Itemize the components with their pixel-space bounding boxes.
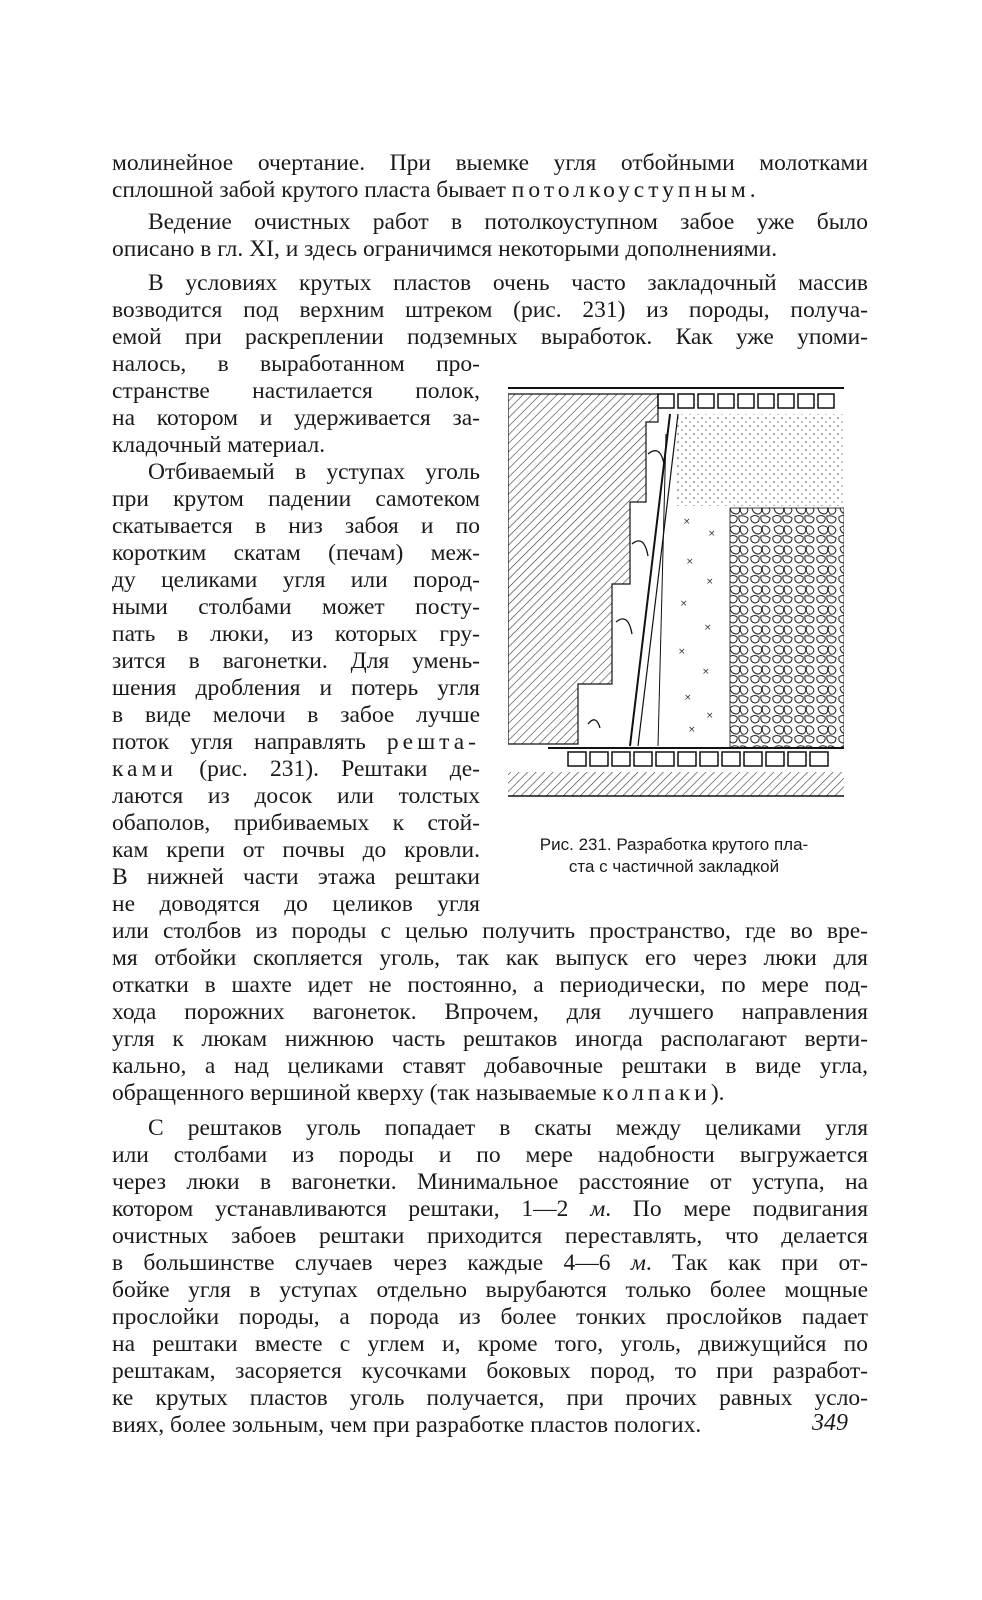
text-line: или столбов из породы с целью получить пространство, где во вре-: [112, 918, 868, 944]
svg-text:×: ×: [708, 529, 716, 539]
text-line: сплошной забой крутого пласта бывает потолкоуступным.: [112, 177, 756, 203]
text-line: в большинстве случаев через каждые 4—6 м. Так как при от-: [112, 1250, 868, 1276]
text-line: налось, в выработанном про-: [112, 351, 480, 377]
emphasized-term: колпаки: [602, 1080, 711, 1106]
text-line: через люки в вагонетки. Минимальное расстояние от уступа, на: [112, 1169, 868, 1195]
figure-caption: ста с частичной закладкой: [568, 857, 780, 876]
text-line: откатки в шахте идет не постоянно, а периодически, по мере под-: [112, 972, 868, 998]
text-line: хода порожних вагонеток. Впрочем, для лучшего направления: [112, 999, 868, 1025]
page-number: 349: [812, 1410, 848, 1436]
text-line: пать в люки, из которых гру-: [112, 621, 480, 647]
text-line: описано в гл. XI, и здесь ограничимся некоторыми дополнениями.: [112, 236, 778, 262]
text-line: или столбами из породы и по мере надобности выгружается: [112, 1142, 868, 1168]
text-line: на котором и удерживается за-: [112, 405, 480, 431]
text-line: угля к люкам нижнюю часть рештаков иногда располагают верти-: [112, 1026, 868, 1052]
text-line: зится в вагонетки. Для умень-: [112, 648, 480, 674]
text-line: возводится под верхним штреком (рис. 231) из породы, получа-: [112, 297, 868, 323]
emphasized-term: ками: [112, 756, 177, 782]
text-line: обаполов, прибиваемых к стой-: [112, 810, 480, 836]
svg-text:×: ×: [684, 693, 692, 703]
text-line: ками (рис. 231). Рештаки де-: [112, 756, 480, 782]
text-line: С рештаков уголь попадает в скаты между целиками угля: [148, 1115, 868, 1141]
text-line: на рештаки вместе с углем и, кроме того, уголь, движущийся по: [112, 1331, 868, 1357]
text-line: обращенного вершиной кверху (так называемые колпаки).: [112, 1080, 725, 1106]
figure-caption: Рис. 231. Разработка крутого пла-: [539, 835, 809, 854]
svg-text:×: ×: [683, 517, 691, 527]
text-line: не доводятся до целиков угля: [112, 891, 480, 917]
text-line: прослойки породы, а порода из более тонких прослойков падает: [112, 1304, 868, 1330]
svg-text:×: ×: [706, 577, 714, 587]
text-line: странстве настилается полок,: [112, 378, 480, 404]
text-line: В условиях крутых пластов очень часто закладочный массив: [148, 270, 868, 296]
emphasized-term: решта-: [386, 729, 480, 755]
unit-symbol: м: [590, 1196, 606, 1222]
svg-text:×: ×: [702, 667, 710, 677]
emphasized-term: потолкоуступным: [511, 177, 750, 203]
text-line: в виде мелочи в забое лучше: [112, 702, 480, 728]
text-line: кам крепи от почвы до кровли.: [112, 837, 480, 863]
text-line: очистных забоев рештаки приходится переставлять, что делается: [112, 1223, 868, 1249]
mining-diagram-figure: [508, 384, 844, 812]
text-line: бойке угля в уступах отдельно вырубаются только более мощные: [112, 1277, 868, 1303]
text-line: молинейное очертание. При выемке угля отбойными молотками: [112, 150, 868, 176]
text-line: виях, более зольным, чем при разработке пластов пологих.: [112, 1412, 702, 1438]
text-line: рештакам, засоряется кусочками боковых пород, то при разработ-: [112, 1358, 868, 1384]
text-line: ду целиками угля или пород-: [112, 567, 480, 593]
svg-text:×: ×: [686, 557, 694, 567]
text-line: скатывается в низ забоя и по: [112, 513, 480, 539]
text-line: кально, а над целиками ставят добавочные рештаки в виде угла,: [112, 1053, 868, 1079]
text-line: В нижней части этажа рештаки: [112, 864, 480, 890]
unit-symbol: м: [630, 1250, 646, 1276]
text-line: мя отбойки скопляется уголь, так как выпуск его через люки для: [112, 945, 868, 971]
text-line: шения дробления и потерь угля: [112, 675, 480, 701]
svg-text:×: ×: [680, 599, 688, 609]
svg-text:×: ×: [688, 725, 696, 735]
text-line: кладочный материал.: [112, 432, 326, 458]
svg-text:×: ×: [704, 623, 712, 633]
text-line: Ведение очистных работ в потолкоуступном забое уже было: [148, 209, 868, 235]
text-line: ными столбами может посту-: [112, 594, 480, 620]
text-line: емой при раскреплении подземных выработок. Как уже упоми-: [112, 324, 868, 350]
text-line: котором устанавливаются рештаки, 1—2 м. По мере подвигания: [112, 1196, 868, 1222]
text-line: лаются из досок или толстых: [112, 783, 480, 809]
text-line: Отбиваемый в уступах уголь: [148, 459, 480, 485]
svg-text:×: ×: [678, 647, 686, 657]
svg-text:×: ×: [706, 711, 714, 721]
text-line: коротким скатам (печам) меж-: [112, 540, 480, 566]
text-line: ке крутых пластов уголь получается, при прочих равных усло-: [112, 1385, 868, 1411]
text-line: при крутом падении самотеком: [112, 486, 480, 512]
text-line: поток угля направлять решта-: [112, 729, 480, 755]
